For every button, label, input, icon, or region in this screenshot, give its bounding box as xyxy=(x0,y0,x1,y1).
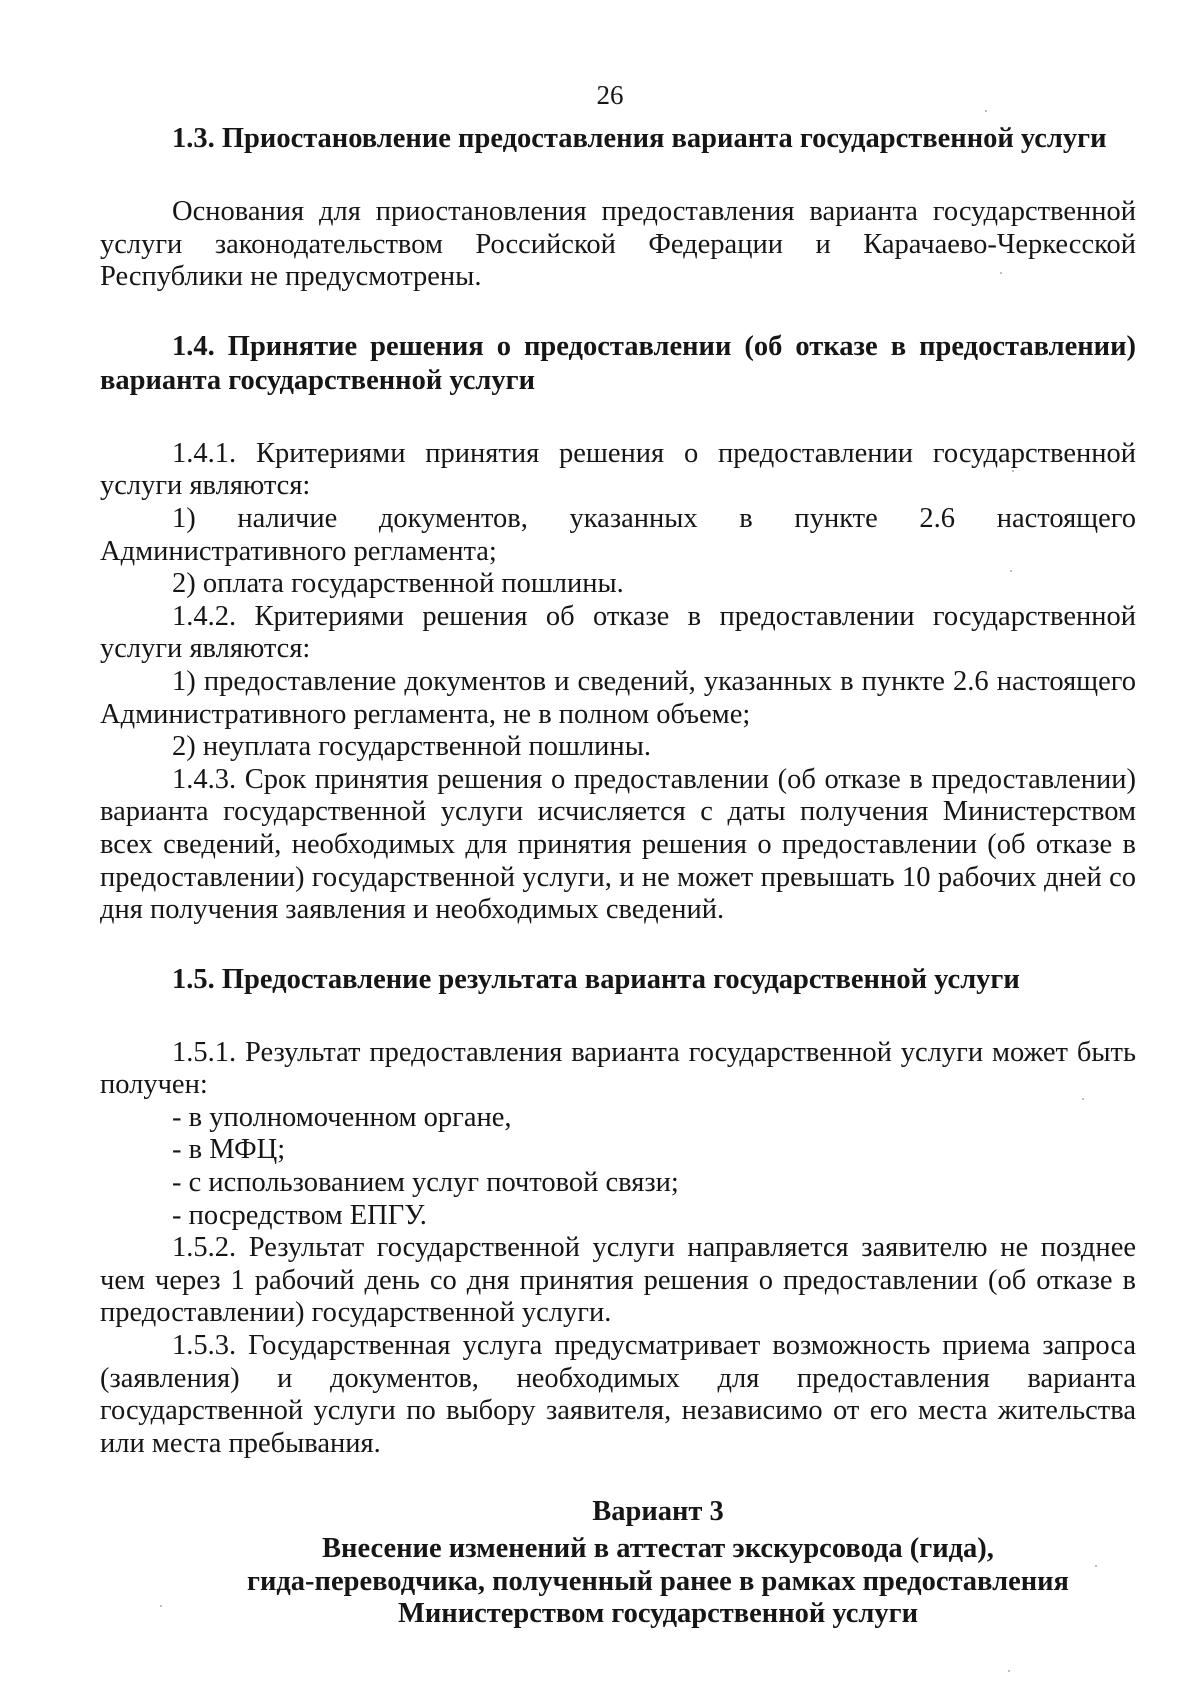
variant-subtitle-line: Министерством государственной услуги xyxy=(397,1598,919,1630)
variant-block xyxy=(180,1496,1136,1630)
scan-speck xyxy=(1095,1565,1097,1567)
scan-speck xyxy=(1010,570,1012,572)
page-number: 26 xyxy=(596,80,624,110)
section-heading-1-3: 1.3. Приостановление предоставления варианта государственной услуги xyxy=(172,123,1107,154)
section-heading-1-5: 1.5. Предоставление результата варианта государственной услуги xyxy=(172,963,1020,995)
section-heading-1-4: 1.4. Принятие решения о предоставлении (об отказе в предоставлении) варианта государственной услуги xyxy=(100,330,1136,396)
scan-speck xyxy=(1008,1670,1010,1672)
scan-speck xyxy=(1082,1098,1084,1100)
scan-speck xyxy=(160,1605,162,1607)
paragraph: 1.5.2. Результат государственной услуги направляется заявителю не позднее чем через 1 рабочий день со дня принятия решения о предоставлении (об отказе в предоставлении) государственной услуги. xyxy=(100,1232,1136,1329)
paragraph: 1.4.3. Срок принятия решения о предоставлении (об отказе в предоставлении) варианта государственной услуги исчисляется с даты получения Министерством всех сведений, необходимых для принятия решения о предоставлении (об отказе в предоставлении) государственной услуги, и не может превышать 10 рабочих дней со дня получения заявления и необходимых сведений. xyxy=(100,763,1136,926)
list-item: 1) предоставление документов и сведений, указанных в пункте 2.6 настоящего Административного регламента, не в полном объеме; xyxy=(100,665,1136,730)
paragraph: 1.4.1. Критериями принятия решения о предоставлении государственной услуги являются: xyxy=(100,437,1136,502)
list-item: - с использованием услуг почтовой связи; xyxy=(172,1167,679,1199)
variant-title: Вариант 3 xyxy=(592,1496,724,1528)
scan-speck xyxy=(985,110,987,112)
list-item: - в МФЦ; xyxy=(172,1134,286,1166)
list-item: - в уполномоченном органе, xyxy=(172,1101,512,1133)
list-item: - посредством ЕПГУ. xyxy=(172,1199,427,1231)
page-content xyxy=(100,122,1136,1631)
variant-subtitle-line: Внесение изменений в аттестат экскурсовода (гида), xyxy=(322,1533,994,1564)
scan-speck xyxy=(1012,470,1014,472)
paragraph: Основания для приостановления предоставления варианта государственной услуги законодательством Российской Федерации и Карачаево-Черкесской Республики не предусмотрены. xyxy=(100,196,1136,293)
paragraph: 1.5.3. Государственная услуга предусматривает возможность приема запроса (заявления) и документов, необходимых для предоставления варианта государственной услуги по выбору заявителя, независимо от его места жительства или места пребывания. xyxy=(100,1330,1136,1459)
paragraph: 1.4.2. Критериями решения об отказе в предоставлении государственной услуги являются: xyxy=(100,600,1136,665)
list-item: 1) наличие документов, указанных в пункте 2.6 настоящего Административного регламента; xyxy=(100,502,1136,567)
variant-subtitle-line: гида-переводчика, полученный ранее в рамках предоставления xyxy=(247,1565,1069,1597)
list-item: 2) неуплата государственной пошлины. xyxy=(172,731,651,763)
paragraph: 1.5.1. Результат предоставления варианта государственной услуги может быть получен: xyxy=(100,1036,1136,1101)
scan-speck xyxy=(1000,272,1002,274)
list-item: 2) оплата государственной пошлины. xyxy=(172,568,624,600)
